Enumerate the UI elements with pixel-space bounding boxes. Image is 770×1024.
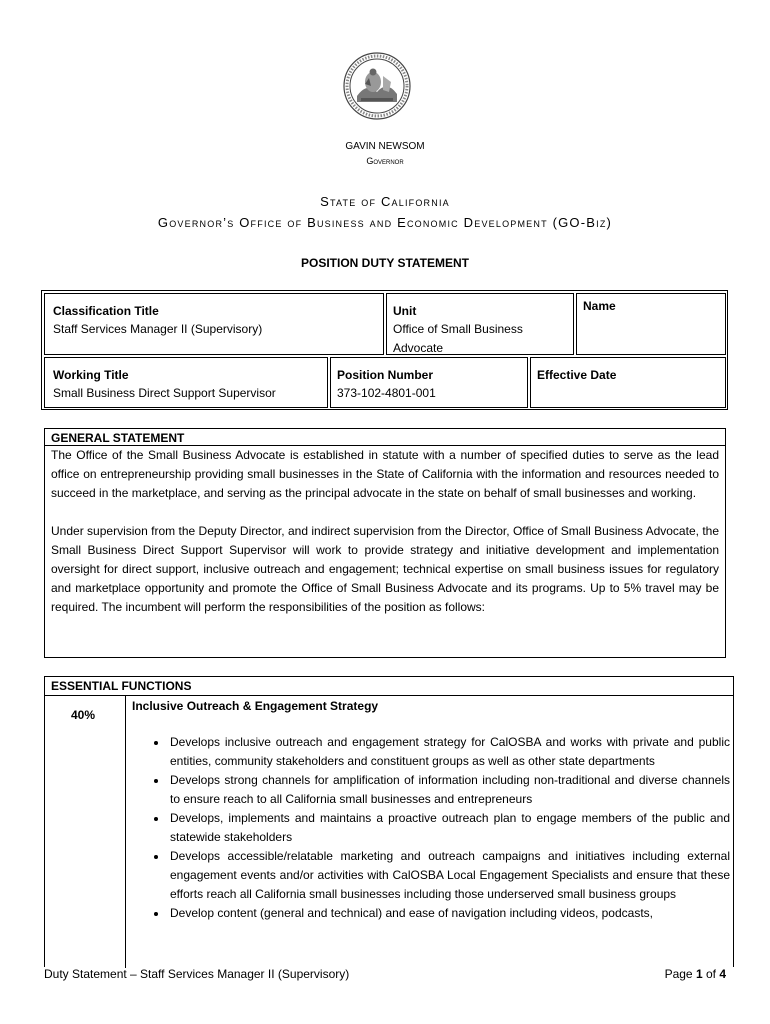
position-number-cell <box>330 357 528 408</box>
footer-page-prefix: Page <box>664 967 696 981</box>
name-cell <box>576 293 726 355</box>
function-bullet-list <box>146 733 730 923</box>
essential-functions-section <box>44 676 734 967</box>
working-title-value: Small Business Direct Support Supervisor <box>53 386 276 400</box>
effective-date-cell <box>530 357 726 408</box>
function-title: Inclusive Outreach & Engagement Strategy <box>132 699 379 713</box>
position-info-table <box>41 290 728 410</box>
general-statement-section <box>44 428 726 658</box>
general-statement-paragraph-2: Under supervision from the Deputy Director, and indirect supervision from the Director, Office of Small Business Advocate, the Small Business Direct Support Supervisor will work to provide strategy and initiative development and implementation oversight for direct support, inclusive outreach and engagement; technical expertise on small business issues for regulatory and marketplace opportunity and promote the Office of Small Business Advocate and its programs. Up to 5% travel may be required. The incumbent will perform the responsibilities of the position as follows: <box>51 524 719 614</box>
function-bullet-1: • Develops inclusive outreach and engagement strategy for CalOSBA and works with private and public entities, community stakeholders and constituent groups as well as other state departments <box>168 733 730 771</box>
office-title: Governor’s Office of Business and Economic Development (GO-Biz) <box>157 215 613 230</box>
unit-label: Unit <box>393 304 417 318</box>
function-percent-column <box>45 696 126 968</box>
general-statement-title: GENERAL STATEMENT <box>45 429 725 446</box>
function-bullet-5: • Develop content (general and technical) and ease of navigation including videos, podcasts, <box>168 904 730 923</box>
unit-value-line-2: Advocate <box>393 341 444 355</box>
footer-page-number <box>665 967 726 981</box>
essential-functions-title: ESSENTIAL FUNCTIONS <box>45 677 733 696</box>
general-statement-paragraph-1: The Office of the Small Business Advocate is established in statute with a number of specified duties to serve as the lead office on entrepreneurship providing small businesses in the State of California with the information and resources needed to succeed in the marketplace, and serving as the principal advocate in the state on behalf of small businesses and working. <box>51 448 719 500</box>
name-label: Name <box>583 299 616 313</box>
function-percent: 40% <box>71 708 96 722</box>
function-bullet-3: • Develops, implements and maintains a proactive outreach plan to engage members of the public and statewide stakeholders <box>168 809 730 847</box>
state-seal-icon <box>343 52 411 120</box>
classification-cell <box>44 293 384 355</box>
classification-value: Staff Services Manager II (Supervisory) <box>53 322 263 336</box>
function-bullet-2: • Develops strong channels for amplification of information including non-traditional and diverse channels to ensure reach to all California small businesses and entrepreneurs <box>168 771 730 809</box>
position-number-label: Position Number <box>337 368 434 382</box>
function-bullet-4: • Develops accessible/relatable marketing and outreach campaigns and initiatives including external engagement events and/or activities with CalOSBA Local Engagement Specialists and ensure that these efforts reach all California small businesses including those underserved small business groups <box>168 847 730 904</box>
unit-cell <box>386 293 574 355</box>
function-content <box>126 696 730 923</box>
working-title-cell <box>44 357 328 408</box>
document-title: POSITION DUTY STATEMENT <box>300 256 469 270</box>
footer-page-of: of <box>702 967 720 981</box>
footer-page-current: 1 <box>695 967 703 981</box>
governor-name: GAVIN NEWSOM <box>345 141 425 152</box>
footer-document-title: Duty Statement – Staff Services Manager II (Supervisory) <box>44 967 350 981</box>
effective-date-label: Effective Date <box>537 368 617 382</box>
state-title: State of California <box>320 194 450 209</box>
unit-value-line-1: Office of Small Business <box>393 322 523 336</box>
governor-title: Governor <box>366 156 404 166</box>
working-title-label: Working Title <box>53 368 129 382</box>
position-number-value: 373-102-4801-001 <box>337 386 436 400</box>
footer-page-total: 4 <box>719 967 726 981</box>
classification-label: Classification Title <box>53 304 159 318</box>
